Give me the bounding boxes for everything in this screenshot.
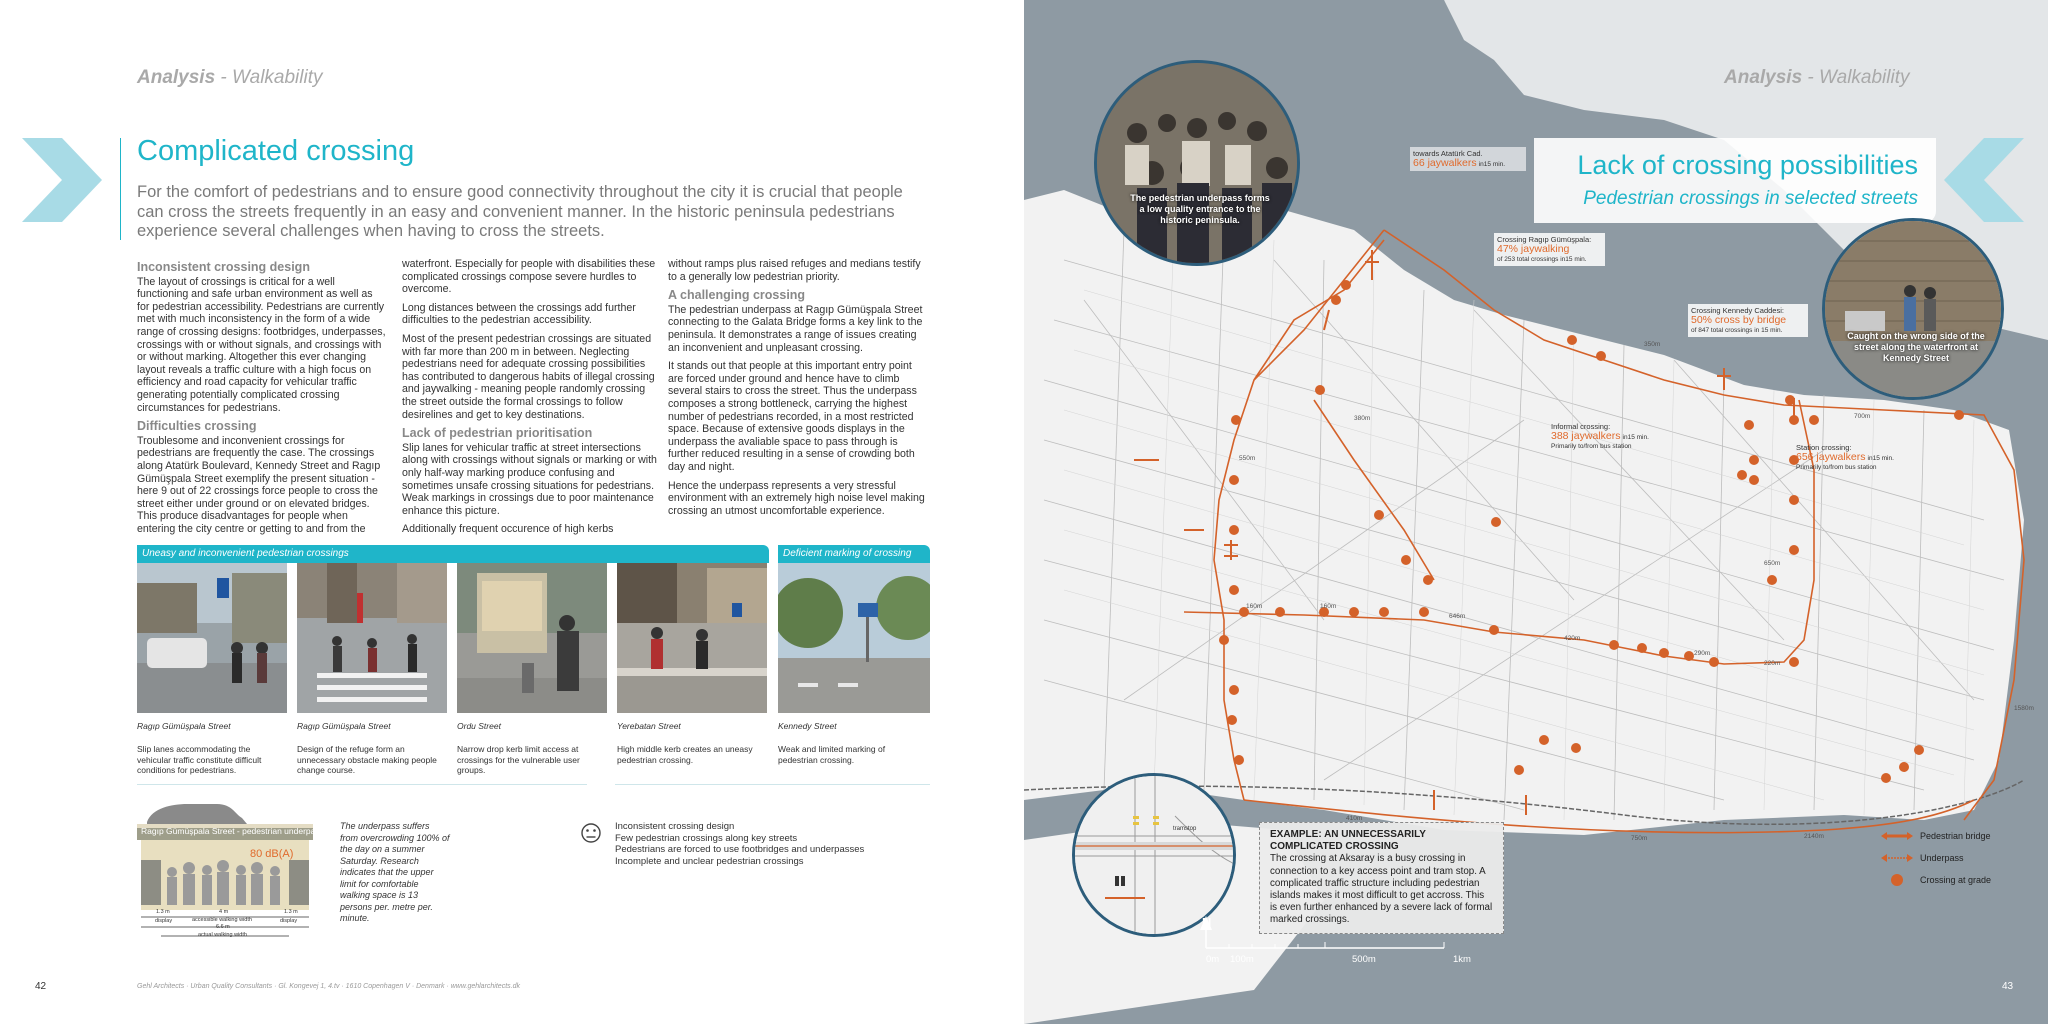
dim-right: 1.3 m [284, 909, 298, 915]
annotation-unit: in15 min. [1478, 161, 1506, 168]
example-text: The crossing at Aksaray is a busy crossing in connection to a key access point and tram stop. A complicated traffic structure including pedestrian islands makes it most difficult to get accross. This is even further enhanced by a severe lack of formal marked crossings. [1270, 853, 1493, 926]
header-sep: - [1802, 67, 1820, 88]
dim-mid: 4 m [219, 909, 229, 915]
photo-title: Yerebatan Street [617, 721, 681, 731]
distance-label: 410m [1346, 815, 1363, 822]
heading-challenging: A challenging crossing [668, 288, 806, 303]
text-column-1 [137, 258, 387, 541]
scale-bar [1194, 900, 1454, 960]
distance-label: 290m [1694, 650, 1711, 657]
distance-label: 700m [1854, 413, 1871, 420]
page-header-right [1724, 67, 1910, 89]
text-column-3 [668, 258, 926, 523]
chevron-right-icon [22, 138, 102, 222]
annotation-value: 47% jaywalking [1497, 243, 1570, 255]
distance-label: 650m [1764, 560, 1781, 567]
chevron-left-icon [1944, 138, 2024, 222]
right-page [1024, 0, 2048, 1024]
pedestrian-bridge-icon [1881, 832, 1913, 840]
paragraph: The pedestrian underpass at Ragıp Gümüşpala Street connecting to the Galata Bridge forms a key link to the peninsula. It demonstrates a range of issues creating an inconvenient and unpleasant crossing. [668, 303, 923, 354]
scale-label: 1km [1453, 954, 1471, 965]
photo-ragip-1 [137, 563, 287, 713]
dim-display-left: display [155, 918, 173, 924]
annotation-unit: in15 min. [1867, 455, 1894, 462]
summary-list [615, 821, 915, 867]
title-rule [120, 138, 121, 240]
divider [137, 784, 587, 785]
photo-kennedy [778, 563, 930, 713]
footer-credit: Gehl Architects · Urban Quality Consultants · Gl. Kongevej 1, 4.tv · 1610 Copenhagen V · Denmark · www.gehlarchitects.dk [137, 983, 520, 990]
right-subtitle: Pedestrian crossings in selected streets [1583, 188, 1918, 209]
paragraph: Long distances between the crossings add further difficulties to the pedestrian accessibility. [402, 301, 636, 327]
annotation-label: Crossing Ragıp Gümüşpala: [1497, 235, 1592, 244]
legend-symbols [1879, 826, 1919, 886]
photo-title: Kennedy Street [778, 721, 837, 731]
text-column-2 [402, 258, 657, 542]
annotation-label: towards Atatürk Cad. [1413, 149, 1483, 158]
photo-caption: Slip lanes accommodating the vehicular traffic constitute difficult conditions for pedestrians. [137, 744, 262, 775]
annotation-unit: of 847 total crossings in 15 min. [1691, 327, 1783, 334]
distance-label: 380m [1354, 415, 1371, 422]
paragraph: without ramps plus raised refuges and medians testify to a generally low pedestrian priority. [668, 258, 921, 283]
paragraph: Slip lanes for vehicular traffic at street intersections along with crossings without signals or marking or with only half-way marking produce confusing and sometimes unsafe crossing situations for pedestrians. Weak markings in crossings due to poor maintenance enhance this picture. [402, 441, 657, 517]
paragraph: Hence the underpass represents a very stressful environment with an extremely high noise level making crossing an utmost uncomfortable experience. [668, 479, 925, 517]
paragraph: Additionally frequent occurence of high kerbs [402, 523, 614, 536]
photo-caption: Weak and limited marking of pedestrian crossing. [778, 744, 886, 765]
distance-label: 2140m [1804, 833, 1824, 840]
underpass-label: Ragıp Gümüşpala Street - pedestrian underpass [141, 826, 324, 836]
scale-label: 500m [1352, 954, 1376, 965]
paragraph: waterfront. Especially for people with disabilities these complicated crossings compose severe hurdles to overcome. [402, 258, 656, 296]
photo-title: Ordu Street [457, 721, 501, 731]
distance-label: 420m [1564, 635, 1581, 642]
annotation-note: Primarily to/from bus station [1551, 443, 1632, 450]
right-title: Lack of crossing possibilities [1577, 150, 1918, 180]
header-topic: Walkability [232, 67, 323, 88]
page-number: 42 [35, 981, 47, 992]
paragraph: The layout of crossings is critical for a well functioning and safe urban environment as well as for pedestrian accessibility. Pedestrians are currently met with much inconsistency in the form of a wide range of crossing designs: footbridges, underpasses, crossings with or without signals, and crossings with or without marking. Altogether this ever changing layout reveals a traffic culture with a high focus on efficiency and road capacity for vehicular traffic generating potentially complicated crossing circumstances for pedestrians. [137, 275, 386, 414]
header-section: Analysis [1724, 67, 1803, 88]
paragraph: Troublesome and inconvenient crossings for pedestrians are frequently the case. The crossings along Atatürk Boulevard, Kennedy Street and Ragıp Gümüşpala Street exemplify the present situation - here 9 out of 22 crossings force people to cross the street either under ground or on elevated bridges. This produce disadvantages for people when entering the city centre or getting to and from the [137, 434, 381, 535]
annotation-value: 388 jaywalkers [1551, 430, 1621, 442]
divider [615, 784, 930, 785]
north-label: N [1202, 915, 1212, 930]
photo-ordu [457, 563, 607, 713]
photo-caption: High middle kerb creates an uneasy pedestrian crossing. [617, 744, 753, 765]
distance-label: 1580m [2014, 705, 2034, 712]
heading-difficulties: Difficulties crossing [137, 419, 257, 434]
annotation-label: Station crossing: [1796, 443, 1852, 452]
annotation-ragip [1494, 233, 1605, 266]
photo-title: Ragıp Gümüşpala Street [297, 721, 391, 731]
circle-caption: Caught on the wrong side of the street along the waterfront at Kennedy Street [1847, 331, 1985, 363]
annotation-ataturk [1410, 147, 1526, 171]
distance-label: 160m [1246, 603, 1263, 610]
heading-prioritisation: Lack of pedestrian prioritisation [402, 426, 593, 441]
annotation-informal [1548, 420, 1664, 453]
annotation-station [1793, 441, 1909, 474]
dim-display-right: display [280, 918, 298, 924]
page-number: 43 [2002, 981, 2014, 992]
photo-yerebatan [617, 563, 767, 713]
photo-caption: Narrow drop kerb limit access at crossings for the vulnerable user groups. [457, 744, 580, 775]
paragraph: Most of the present pedestrian crossings are situated with far more than 200 m in between. Neglecting pedestrians need for adequate crossing possibilities has contributed to dangerous habits of illegal crossing and jaywalking - meaning people randomly crossing the street outside the formal crossings to follow desirelines and get to key destinations. [402, 332, 655, 421]
distance-label: 550m [1239, 455, 1256, 462]
page-title: Complicated crossing [137, 135, 415, 167]
annotation-note: Primarily to/from bus station [1796, 464, 1877, 471]
underpass-quote: The underpass suffers from overcrowding 100% of the day on a summer Saturday. Research indicates that the upper limit for comfortable walking space is 13 persons per. metre per. minute. [340, 821, 450, 923]
dim-accessible: accessible walking width [192, 917, 252, 923]
photo-title: Ragıp Gümüşpala Street [137, 721, 231, 731]
sad-face-icon [580, 822, 602, 844]
distance-label: 750m [1631, 835, 1648, 842]
distance-label: 646m [1449, 613, 1466, 620]
photo-caption: Design of the refuge form an unnecessary obstacle making people change course. [297, 744, 437, 775]
dim-actual: actual walking width [198, 932, 247, 938]
distance-label: 220m [1764, 660, 1781, 667]
crossing-at-grade-icon [1891, 874, 1903, 886]
lead-paragraph: For the comfort of pedestrians and to ensure good connectivity throughout the city it is crucial that people can cross the streets frequently in an easy and convenient manner. In the historic peninsula pedestrians experience several challenges when having to cross the streets. [137, 183, 903, 240]
summary-item: Few pedestrian crossings along key streets [615, 832, 798, 844]
circle-caption: The pedestrian underpass forms a low quality entrance to the historic peninsula. [1130, 193, 1270, 225]
annotation-value: 656 jaywalkers [1796, 451, 1866, 463]
annotation-value: 66 jaywalkers [1413, 157, 1477, 169]
tab-deficient-marking: Deficient marking of crossing [778, 545, 930, 563]
legend-crossing-at-grade: Crossing at grade [1920, 875, 1992, 885]
header-sep: - [215, 67, 233, 88]
tab-uneasy-crossings: Uneasy and inconvenient pedestrian crossings [137, 545, 769, 563]
example-title: EXAMPLE: AN UNNECESSARILY [1270, 829, 1426, 840]
annotation-unit: of 253 total crossings in15 min. [1497, 256, 1587, 263]
summary-item: Incomplete and unclear pedestrian crossings [615, 855, 804, 867]
annotation-unit: in15 min. [1622, 434, 1649, 441]
annotation-kennedy [1688, 304, 1808, 337]
dim-left: 1.3 m [156, 909, 170, 915]
header-section: Analysis [137, 67, 216, 88]
annotation-label: Informal crossing: [1551, 422, 1611, 431]
scale-label: 100m [1230, 954, 1254, 965]
heading-inconsistent: Inconsistent crossing design [137, 260, 310, 274]
tramstop-label: tramstop [1173, 826, 1197, 832]
photo-ragip-2 [297, 563, 447, 713]
legend-underpass: Underpass [1920, 853, 1964, 863]
legend-pedestrian-bridge: Pedestrian bridge [1920, 831, 1991, 841]
photo-circle-underpass [1094, 60, 1300, 266]
summary-item: Pedestrians are forced to use footbridges and underpasses [615, 844, 865, 856]
annotation-value: 50% cross by bridge [1691, 314, 1787, 326]
car-icon [147, 804, 247, 824]
noise-level: 80 dB(A) [250, 848, 294, 860]
paragraph: It stands out that people at this important entry point are forced under ground and hence have to climb several stairs to cross the street. Thus the underpass composes a strong bottleneck, carrying the highest number of pedestrians recorded, in a most restricted space. Because of extensive goods displays in the underpass the avaliable space to pass through is further reduced resulting in a sense of crowding both day and night. [668, 360, 917, 473]
example-title: COMPLICATED CROSSING [1270, 841, 1399, 853]
photo-circle-kennedy [1822, 218, 2004, 400]
page-header-left [137, 67, 323, 89]
underpass-icon [1881, 854, 1913, 862]
distance-label: 350m [1644, 341, 1661, 348]
dim-total: 6.6 m [216, 924, 230, 930]
summary-item: Inconsistent crossing design [615, 821, 735, 832]
scale-label: 0m [1206, 954, 1220, 965]
header-topic: Walkability [1819, 67, 1910, 88]
distance-label: 160m [1320, 603, 1337, 610]
annotation-label: Crossing Kennedy Caddesi: [1691, 306, 1784, 315]
